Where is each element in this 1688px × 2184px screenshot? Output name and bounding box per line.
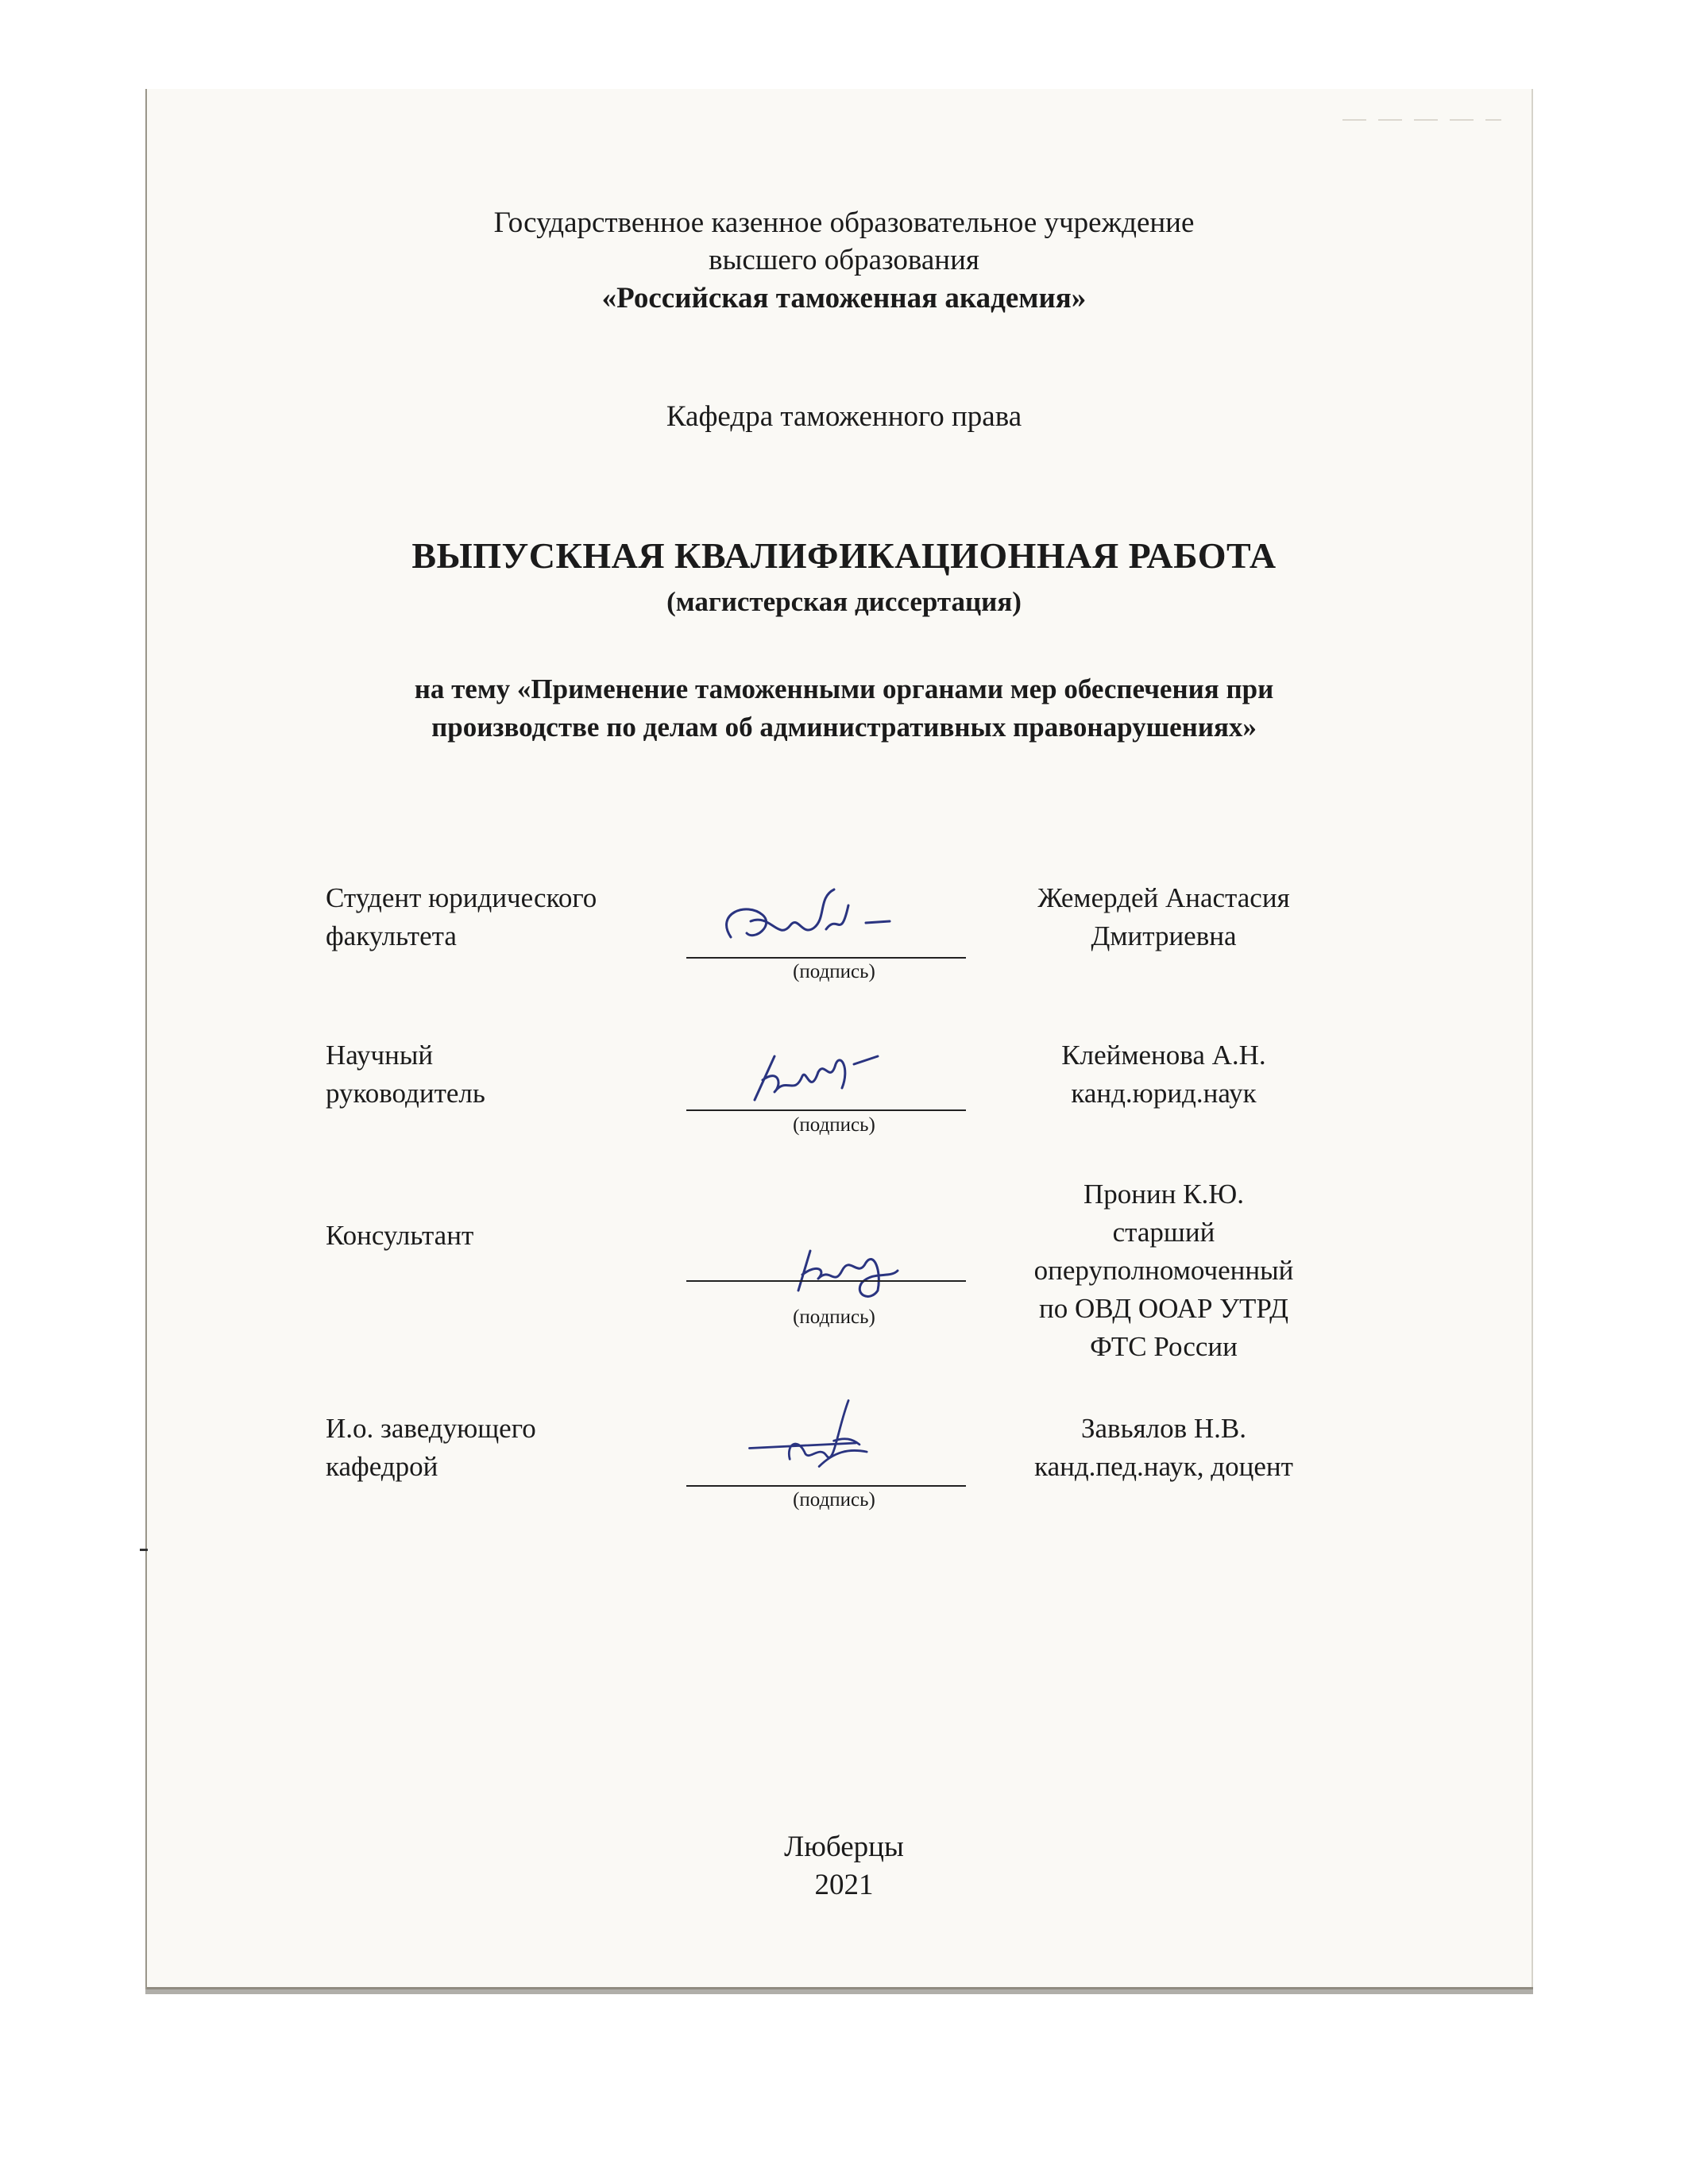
scan-mark [140, 1549, 148, 1551]
year: 2021 [814, 1869, 874, 1901]
person-line: по ОВД ООАР УТРД [1038, 1293, 1289, 1324]
signature-image [699, 866, 961, 961]
signature-image [699, 1215, 961, 1310]
person-line: Клейменова А.Н. [1061, 1040, 1266, 1071]
scan-artifact [1342, 119, 1501, 121]
institution-name: «Российская таможенная академия» [601, 282, 1087, 314]
institution-line-1: Государственное казенное образовательное учреждение [493, 206, 1195, 239]
role-line: руководитель [326, 1078, 485, 1109]
city: Люберцы [784, 1831, 904, 1863]
signature-caption: (подпись) [793, 1489, 875, 1511]
role-line: факультета [326, 920, 457, 951]
work-title: ВЫПУСКНАЯ КВАЛИФИКАЦИОННАЯ РАБОТА [411, 535, 1277, 576]
role-line: И.о. заведующего [326, 1413, 536, 1444]
person-line: канд.пед.наук, доцент [1034, 1451, 1293, 1482]
person-line: оперуполномоченный [1033, 1255, 1294, 1286]
signature-caption: (подпись) [793, 1114, 875, 1136]
signature-line [686, 1280, 966, 1282]
signature-image [699, 1386, 961, 1481]
signature-line [686, 1485, 966, 1487]
signature-line [686, 1109, 966, 1111]
institution-line-2: высшего образования [709, 244, 979, 276]
signature-image [699, 1021, 961, 1116]
signature-caption: (подпись) [793, 961, 875, 982]
person-line: старший [1112, 1217, 1215, 1248]
person-line: Дмитриевна [1091, 920, 1237, 951]
signature-line [686, 957, 966, 959]
role-line: Научный [326, 1040, 434, 1071]
person-line: канд.юрид.наук [1071, 1078, 1257, 1109]
topic-line-1: на тему «Применение таможенными органами мер обеспечения при [414, 673, 1274, 704]
role-line: Консультант [326, 1220, 474, 1251]
signature-caption: (подпись) [793, 1306, 875, 1328]
role-line: Студент юридического [326, 882, 597, 913]
role-line: кафедрой [326, 1451, 438, 1482]
work-subtitle: (магистерская диссертация) [666, 586, 1022, 617]
department-name: Кафедра таможенного права [666, 400, 1022, 433]
page-edge-shadow [145, 1989, 1533, 1994]
person-line: Жемердей Анастасия [1037, 882, 1290, 913]
person-line: ФТС России [1090, 1331, 1238, 1362]
person-line: Завьялов Н.В. [1080, 1413, 1247, 1444]
person-line: Пронин К.Ю. [1083, 1179, 1245, 1210]
topic-line-2: производстве по делам об административных правонарушениях» [431, 712, 1257, 743]
